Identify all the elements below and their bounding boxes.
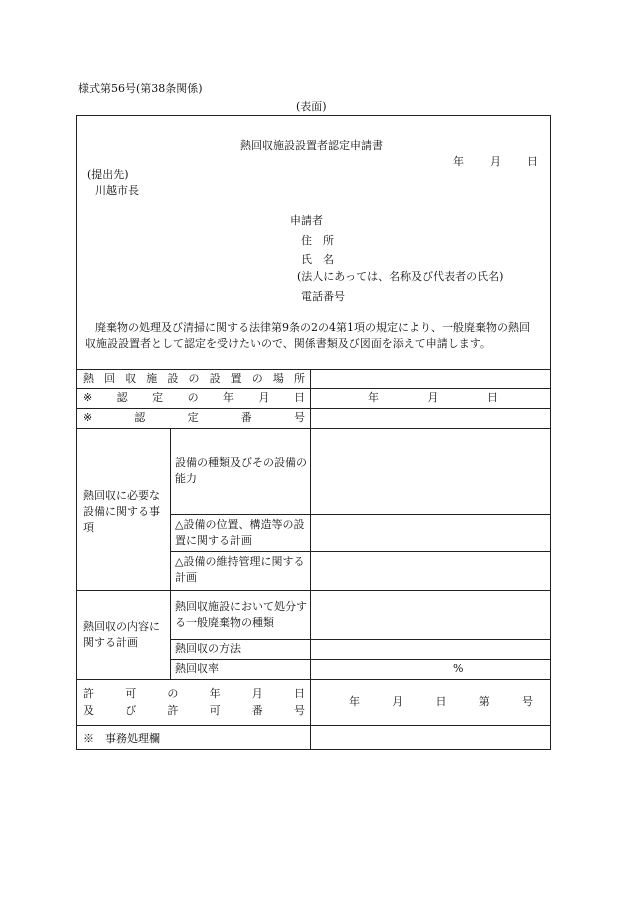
percent-sign: % <box>453 662 464 675</box>
label-char: 許 <box>167 704 179 717</box>
location-label <box>83 371 305 387</box>
label-char: 日 <box>487 391 498 404</box>
row-line <box>77 590 550 591</box>
label-char: 定 <box>152 391 164 404</box>
applicant-corp-note: (法人にあっては、名称及び代表者の氏名) <box>297 270 504 283</box>
application-form <box>76 115 551 750</box>
office-use-label: ※ 事務処理欄 <box>83 732 160 745</box>
label-char: 年 <box>209 687 221 700</box>
body-line-1: 廃棄物の処理及び清掃に関する法律第9条の2の4第1項の規定により、一般廃棄物の熱回 <box>95 321 530 334</box>
label-char: 月 <box>427 391 439 404</box>
table-top-line <box>77 369 550 370</box>
permit-value <box>349 694 533 710</box>
label-char: 場 <box>272 372 284 385</box>
label-char: 収 <box>125 372 137 385</box>
row-line <box>170 659 550 660</box>
equipment-maintenance-plan: △設備の維持管理に関する計画 <box>175 555 305 584</box>
label-char: 設 <box>167 372 179 385</box>
label-char: 号 <box>293 411 305 424</box>
row-line <box>77 388 550 389</box>
label-char: 番 <box>251 704 263 717</box>
label-char: 日 <box>293 687 305 700</box>
cert-date-label <box>83 390 305 406</box>
recipient: 川越市長 <box>95 184 139 197</box>
label-char: 認 <box>134 411 146 424</box>
date-month: 月 <box>490 155 501 168</box>
equipment-installation-plan: △設備の位置、構造等の設置に関する計画 <box>175 518 305 547</box>
label-char: 月 <box>251 687 263 700</box>
body-line-2: 収施設設置者として認定を受けたいので、関係書類及び図面を添えて申請します。 <box>85 337 491 350</box>
applicant-phone: 電話番号 <box>301 290 345 303</box>
cert-number-label <box>83 410 305 426</box>
label-char: の <box>251 372 263 385</box>
submit-to-label: (提出先) <box>87 168 129 181</box>
waste-type: 熱回収施設において処分する一般廃棄物の種類 <box>175 600 307 629</box>
row-line <box>170 551 550 552</box>
label-char: 置 <box>230 372 242 385</box>
label-char: 番 <box>240 411 252 424</box>
permit-label-line1 <box>83 686 305 702</box>
row-line <box>77 725 550 726</box>
label-char: 月 <box>258 391 270 404</box>
label-char: 日 <box>435 695 447 708</box>
equipment-group-label: 熱回収に必要な設備に関する事項 <box>83 489 160 534</box>
equipment-type-capacity: 設備の種類及びその設備の能力 <box>175 456 307 485</box>
heat-recovery-method: 熱回収の方法 <box>175 642 241 655</box>
form-title: 熱回収施設設置者認定申請書 <box>240 139 383 152</box>
label-char: 可 <box>125 687 137 700</box>
row-line <box>77 679 550 680</box>
label-char: ※ <box>83 391 93 404</box>
label-char: 許 <box>83 687 94 700</box>
label-char: ※ <box>83 411 93 424</box>
row-line <box>170 639 550 640</box>
label-char: 設 <box>209 372 221 385</box>
label-char: の <box>188 372 200 385</box>
label-char: 施 <box>146 372 158 385</box>
label-char: 号 <box>522 695 533 708</box>
applicant-address: 住 所 <box>301 234 334 247</box>
label-char: 第 <box>478 695 490 708</box>
label-char: 年 <box>349 695 360 708</box>
label-char: 年 <box>368 391 379 404</box>
date-day: 日 <box>527 155 538 168</box>
row-line <box>170 514 550 515</box>
label-char: 及 <box>83 704 94 717</box>
label-char: の <box>187 391 199 404</box>
cert-date-value <box>368 390 498 406</box>
label-char: 所 <box>293 372 305 385</box>
label-char: 回 <box>104 372 116 385</box>
permit-label-line2 <box>83 703 305 719</box>
applicant-name: 氏 名 <box>301 253 334 266</box>
column-line <box>170 428 171 679</box>
label-char: の <box>167 687 179 700</box>
plan-group-label: 熱回収の内容に関する計画 <box>83 620 160 649</box>
label-char: 日 <box>293 391 305 404</box>
label-char: び <box>125 704 137 717</box>
heat-recovery-rate: 熱回収率 <box>175 662 219 675</box>
side-label: (表面) <box>296 100 327 113</box>
column-line <box>310 369 311 749</box>
row-line <box>77 408 550 409</box>
label-char: 定 <box>187 411 199 424</box>
label-char: 認 <box>116 391 128 404</box>
label-char: 熱 <box>83 372 94 385</box>
form-number: 様式第56号(第38条関係) <box>78 82 203 95</box>
label-char: 可 <box>209 704 221 717</box>
row-line <box>77 428 550 429</box>
label-char: 月 <box>392 695 404 708</box>
applicant-label: 申請者 <box>290 214 323 227</box>
date-year: 年 <box>453 155 464 168</box>
label-char: 号 <box>293 704 305 717</box>
label-char: 年 <box>223 391 235 404</box>
